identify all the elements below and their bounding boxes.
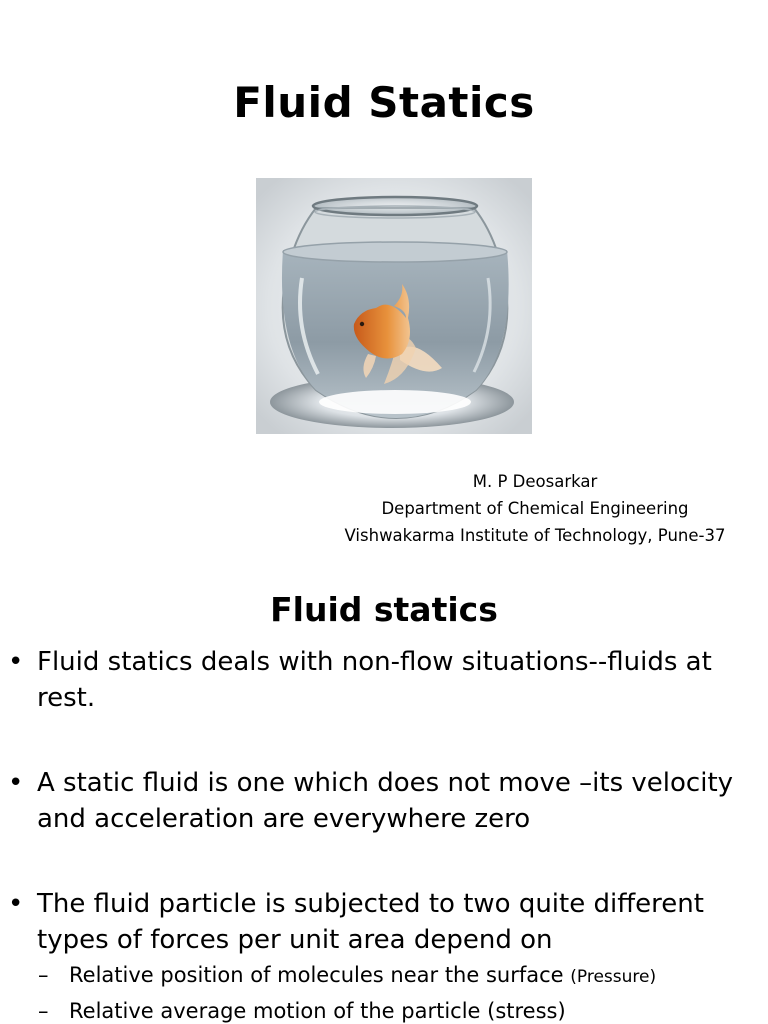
author-name: M. P Deosarkar: [472, 472, 598, 491]
bullet-marker: •: [8, 647, 24, 677]
bullet-item: [0, 644, 768, 716]
sub-bullet-item: [0, 994, 768, 1024]
sub-bullet-list: [0, 958, 768, 1024]
bullet-item: [0, 765, 768, 837]
fishbowl-image: [256, 178, 532, 434]
department-name: Department of Chemical Engineering: [381, 499, 689, 518]
bullet-item: [0, 886, 768, 958]
sub-bullet-item: [0, 958, 768, 994]
sub-bullet-marker: –: [38, 999, 49, 1023]
sub-bullet-text: Relative average motion of the particle (stress): [69, 999, 566, 1023]
slide-title: Fluid Statics: [233, 78, 535, 127]
bullet-text: The fluid particle is subjected to two quite different types of forces per unit area depend on: [37, 889, 704, 955]
bullet-text: Fluid statics deals with non-flow situations--fluids at rest.: [37, 647, 712, 713]
bullet-list: [0, 644, 768, 1024]
bullet-text: A static fluid is one which does not move –its velocity and acceleration are everywhere zero: [37, 768, 734, 834]
bullet-marker: •: [8, 768, 24, 798]
bullet-marker: •: [8, 889, 24, 919]
section-title: Fluid statics: [270, 590, 498, 629]
institute-name: Vishwakarma Institute of Technology, Pune-37: [344, 526, 726, 545]
sub-bullet-note: (Pressure): [570, 967, 657, 987]
sub-bullet-marker: –: [38, 963, 49, 987]
sub-bullet-text: Relative position of molecules near the surface: [69, 963, 571, 987]
author-credits: [300, 468, 768, 549]
